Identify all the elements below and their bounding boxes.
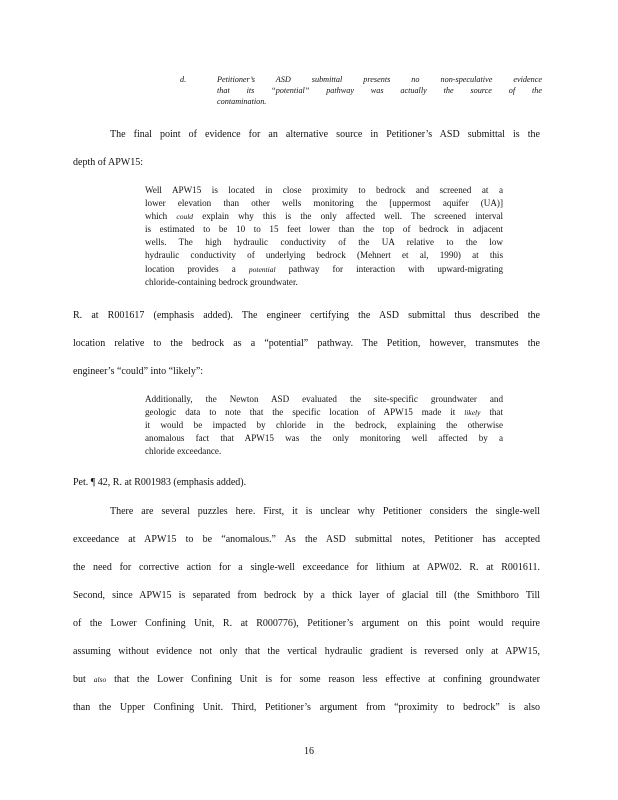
quote-line: geologic data to note that the specific location of APW15 made it likely that [145, 407, 503, 418]
quote-line: which could explain why this is the only affected well. The screened interval [145, 211, 503, 222]
paragraph-final-point [73, 128, 540, 169]
text-line: location relative to the bedrock as a “potential” pathway. The Petition, however, transmutes the [73, 338, 540, 349]
text-line: assuming without evidence not only that the vertical hydraulic gradient is reversed only at APW15, [73, 646, 540, 657]
quote-line: hydraulic conductivity of underlying bedrock (Mehnert et al, 1990) at this [145, 250, 503, 261]
text-line: depth of APW15: [73, 157, 143, 168]
text-line: Second, since APW15 is separated from bedrock by a thick layer of glacial till (the Smithboro Till [73, 590, 540, 601]
quote-line: anomalous fact that APW15 was the only monitoring well affected by a [145, 433, 503, 444]
text-line: exceedance at APW15 to be “anomalous.” As the ASD submittal notes, Petitioner has accepted [73, 534, 540, 545]
text-line: than the Upper Confining Unit. Third, Petitioner’s argument from “proximity to bedrock” is also [73, 702, 540, 713]
text-line: the need for corrective action for a single-well exceedance for lithium at APW02. R. at R001611. [73, 562, 540, 573]
quote-line: location provides a potential pathway for interaction with upward-migrating [145, 263, 503, 274]
emphasis-also: also [93, 675, 107, 684]
text-line: but also that the Lower Confining Unit is for some reason less effective at confining groundwater [73, 674, 541, 685]
quote-line: wells. The high hydraulic conductivity of the UA relative to the low [145, 237, 503, 248]
page-number: 16 [304, 746, 314, 757]
subheading-text [217, 74, 542, 107]
paragraph-engineer [73, 309, 540, 378]
quote-line: chloride exceedance. [145, 446, 222, 457]
subheading-line: that its “potential” pathway was actually the source of the [217, 86, 542, 95]
text-line: The final point of evidence for an alternative source in Petitioner’s ASD submittal is the [110, 129, 540, 140]
quote-line: is estimated to be 10 to 15 feet lower than the top of bedrock in adjacent [145, 224, 503, 235]
quote-line: Well APW15 is located in close proximity to bedrock and screened at a [145, 185, 503, 195]
quote-line: lower elevation than other wells monitoring the [uppermost aquifer (UA)] [145, 198, 503, 209]
subheading-label: d. [180, 75, 187, 84]
quote-line: Additionally, the Newton ASD evaluated the site-specific groundwater and [145, 394, 503, 404]
emphasis-could: could [176, 212, 194, 222]
text-line: There are several puzzles here. First, it is unclear why Petitioner considers the single-well [110, 506, 540, 517]
text-line: R. at R001617 (emphasis added). The engineer certifying the ASD submittal thus described the [73, 310, 540, 321]
block-quote-petition [145, 393, 503, 458]
quote-line: chloride-containing bedrock groundwater. [145, 276, 298, 287]
subheading-line: contamination. [217, 97, 267, 106]
text-line: of the Lower Confining Unit, R. at R000776), Petitioner’s argument on this point would require [73, 618, 540, 629]
text-line: Pet. ¶ 42, R. at R001983 (emphasis added). [73, 477, 247, 488]
subheading-line: Petitioner’s ASD submittal presents no non-speculative evidence [217, 75, 542, 84]
text-line: engineer’s “could” into “likely”: [73, 366, 204, 377]
quote-line: it would be impacted by chloride in the bedrock, explaining the otherwise [145, 420, 503, 431]
paragraph-puzzles [73, 505, 540, 714]
emphasis-likely: likely [464, 408, 481, 418]
citation-line [73, 476, 540, 489]
block-quote-asd [145, 184, 503, 289]
emphasis-potential: potential [248, 264, 276, 274]
